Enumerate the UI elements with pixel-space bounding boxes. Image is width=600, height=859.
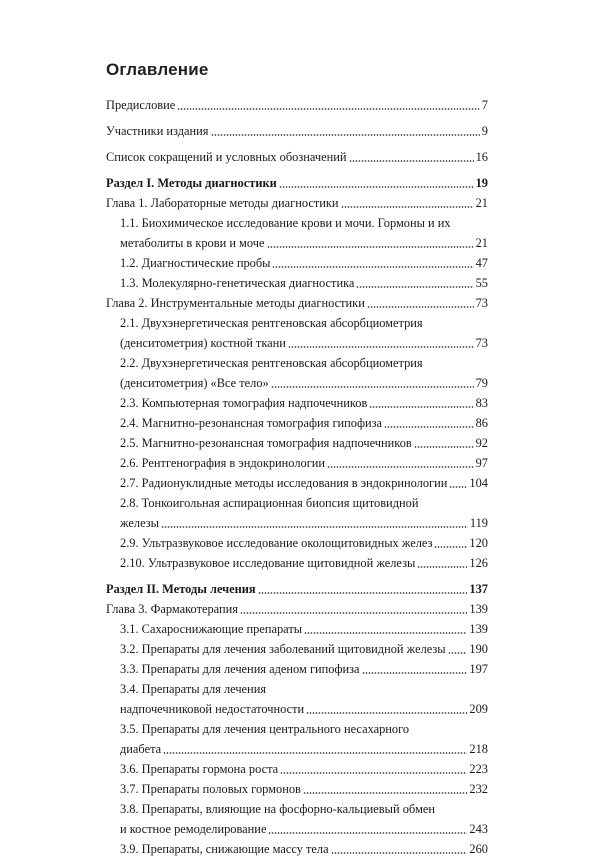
table-of-contents — [106, 95, 488, 859]
toc-page-number: 19 — [475, 176, 488, 190]
toc-entry-label: и костное ремоделирование — [120, 822, 267, 836]
dot-leader — [448, 652, 468, 654]
toc-section-2-6 — [106, 453, 488, 473]
toc-entry-continued-line: 2.2. Двухэнергетическая рентгеновская абсорбциометрия — [120, 356, 423, 370]
toc-section-3-3 — [106, 659, 488, 679]
toc-entry-continued-line: 1.1. Биохимическое исследование крови и мочи. Гормоны и их — [120, 216, 451, 230]
dot-leader — [288, 346, 474, 348]
toc-entry-continued-line: 2.1. Двухэнергетическая рентгеновская абсорбциометрия — [120, 316, 423, 330]
dot-leader — [258, 592, 468, 594]
toc-page-number: 83 — [475, 396, 488, 410]
toc-entry-continued-line: 3.8. Препараты, влияющие на фосфорно-кальциевый обмен — [120, 802, 436, 816]
toc-section-3-7 — [106, 779, 488, 799]
toc-section-1-2 — [106, 253, 488, 273]
dot-leader — [449, 486, 467, 488]
toc-chapter-2 — [106, 293, 488, 313]
dot-leader — [349, 160, 474, 162]
toc-entry-label: 3.6. Препараты гормона роста — [120, 762, 279, 776]
dot-leader — [367, 306, 474, 308]
dot-leader — [362, 672, 468, 674]
dot-leader — [306, 712, 467, 714]
toc-page-number: 260 — [469, 842, 488, 856]
toc-section-2-5 — [106, 433, 488, 453]
toc-entry-label: Глава 1. Лабораторные методы диагностики — [106, 196, 339, 210]
toc-entry-continued-line: 2.8. Тонкоигольная аспирационная биопсия щитовидной — [120, 496, 419, 510]
toc-page-number: 97 — [475, 456, 488, 470]
toc-section-3-1 — [106, 619, 488, 639]
toc-entry-label: 3.9. Препараты, снижающие массу тела — [120, 842, 329, 856]
dot-leader — [369, 406, 473, 408]
toc-page-number: 223 — [469, 762, 488, 776]
toc-entry-preface — [106, 95, 488, 115]
toc-section-2-9 — [106, 533, 488, 553]
toc-page-number: 190 — [469, 642, 488, 656]
toc-entry-label: 2.9. Ультразвуковое исследование околощитовидных желез — [120, 536, 433, 550]
dot-leader — [267, 246, 474, 248]
dot-leader — [356, 286, 473, 288]
toc-entry-label: диабета — [120, 742, 162, 756]
toc-page-number: 92 — [475, 436, 488, 450]
toc-entry-label: надпочечниковой недостаточности — [120, 702, 305, 716]
dot-leader — [240, 612, 467, 614]
toc-entry-label: 2.7. Радионуклидные методы исследования в эндокринологии — [120, 476, 448, 490]
toc-entry-label: 2.3. Компьютерная томография надпочечников — [120, 396, 368, 410]
page-title: Оглавление — [106, 60, 209, 79]
toc-page-number: 232 — [469, 782, 488, 796]
dot-leader — [272, 266, 473, 268]
toc-section-3-8 — [106, 819, 488, 839]
dot-leader — [434, 546, 467, 548]
toc-entry-authors — [106, 121, 488, 141]
toc-page-number: 55 — [475, 276, 488, 290]
toc-entry-label: Глава 3. Фармакотерапия — [106, 602, 238, 616]
toc-entry-label: метаболиты в крови и моче — [120, 236, 265, 250]
toc-section-1-1 — [106, 233, 488, 253]
toc-entry-label: (денситометрия) «Все тело» — [120, 376, 269, 390]
dot-leader — [177, 108, 480, 110]
toc-chapter-1 — [106, 193, 488, 213]
toc-section-2-8 — [106, 513, 488, 533]
toc-entry-label: 2.4. Магнитно-резонансная томография гипофиза — [120, 416, 383, 430]
toc-section-1-3 — [106, 273, 488, 293]
toc-page-number: 126 — [469, 556, 488, 570]
toc-entry-label: (денситометрия) костной ткани — [120, 336, 286, 350]
dot-leader — [163, 752, 467, 754]
toc-section-3-4 — [106, 699, 488, 719]
toc-section-2-7 — [106, 473, 488, 493]
dot-leader — [211, 134, 480, 136]
toc-chapter-3 — [106, 599, 488, 619]
toc-page-number: 7 — [481, 98, 488, 112]
toc-page-number: 47 — [475, 256, 488, 270]
toc-page-number: 21 — [475, 236, 488, 250]
toc-page-number: 197 — [469, 662, 488, 676]
dot-leader — [327, 466, 474, 468]
dot-leader — [268, 832, 467, 834]
toc-section-2-4 — [106, 413, 488, 433]
toc-page-number: 79 — [475, 376, 488, 390]
toc-entry-label: 1.2. Диагностические пробы — [120, 256, 271, 270]
dot-leader — [280, 772, 467, 774]
dot-leader — [271, 386, 474, 388]
toc-entry-label: 2.6. Рентгенография в эндокринологии — [120, 456, 326, 470]
toc-entry-label: железы — [120, 516, 159, 530]
toc-section-3-5 — [106, 739, 488, 759]
toc-page-number: 73 — [475, 336, 488, 350]
toc-entry-continued-line: 3.5. Препараты для лечения центрального несахарного — [120, 722, 410, 736]
toc-entry-label: Раздел II. Методы лечения — [106, 582, 256, 596]
toc-entry-label: 3.7. Препараты половых гормонов — [120, 782, 301, 796]
dot-leader — [304, 632, 467, 634]
toc-entry-label: Предисловие — [106, 98, 176, 112]
toc-page-number: 120 — [469, 536, 488, 550]
toc-page-number: 243 — [469, 822, 488, 836]
dot-leader — [303, 792, 468, 794]
toc-entry-label: Участники издания — [106, 124, 209, 138]
toc-entry-label: 1.3. Молекулярно-генетическая диагностика — [120, 276, 355, 290]
toc-page-number: 119 — [469, 516, 488, 530]
toc-part-1 — [106, 173, 488, 193]
dot-leader — [417, 566, 467, 568]
toc-entry-abbreviations — [106, 147, 488, 167]
toc-entry-label: 2.10. Ультразвуковое исследование щитовидной железы — [120, 556, 416, 570]
toc-page-number: 209 — [469, 702, 488, 716]
toc-entry-label: 3.3. Препараты для лечения аденом гипофиза — [120, 662, 360, 676]
toc-page-number: 139 — [469, 602, 488, 616]
toc-page-number: 73 — [475, 296, 488, 310]
toc-page-number: 137 — [469, 582, 488, 596]
toc-page-number: 104 — [469, 476, 488, 490]
toc-page-number: 16 — [475, 150, 488, 164]
toc-part-2 — [106, 579, 488, 599]
toc-entry-label: Список сокращений и условных обозначений — [106, 150, 347, 164]
toc-page-number: 86 — [475, 416, 488, 430]
toc-entry-label: 3.1. Сахароснижающие препараты — [120, 622, 303, 636]
toc-page-number: 218 — [469, 742, 488, 756]
toc-entry-label: 3.2. Препараты для лечения заболеваний щитовидной железы — [120, 642, 446, 656]
toc-section-2-1 — [106, 333, 488, 353]
toc-entry-continued-line: 3.4. Препараты для лечения — [120, 682, 267, 696]
toc-section-3-2 — [106, 639, 488, 659]
toc-entry-label: 2.5. Магнитно-резонансная томография надпочечников — [120, 436, 412, 450]
dot-leader — [279, 186, 474, 188]
toc-entry-label: Раздел I. Методы диагностики — [106, 176, 277, 190]
toc-section-3-6 — [106, 759, 488, 779]
toc-entry-label: Глава 2. Инструментальные методы диагностики — [106, 296, 365, 310]
toc-page-number: 9 — [481, 124, 488, 138]
toc-page-number: 139 — [469, 622, 488, 636]
toc-section-2-3 — [106, 393, 488, 413]
dot-leader — [331, 852, 468, 854]
toc-section-2-2 — [106, 373, 488, 393]
toc-section-2-10 — [106, 553, 488, 573]
dot-leader — [341, 206, 474, 208]
dot-leader — [414, 446, 474, 448]
dot-leader — [384, 426, 474, 428]
toc-section-3-9 — [106, 839, 488, 859]
toc-page-number: 21 — [475, 196, 488, 210]
dot-leader — [161, 526, 468, 528]
